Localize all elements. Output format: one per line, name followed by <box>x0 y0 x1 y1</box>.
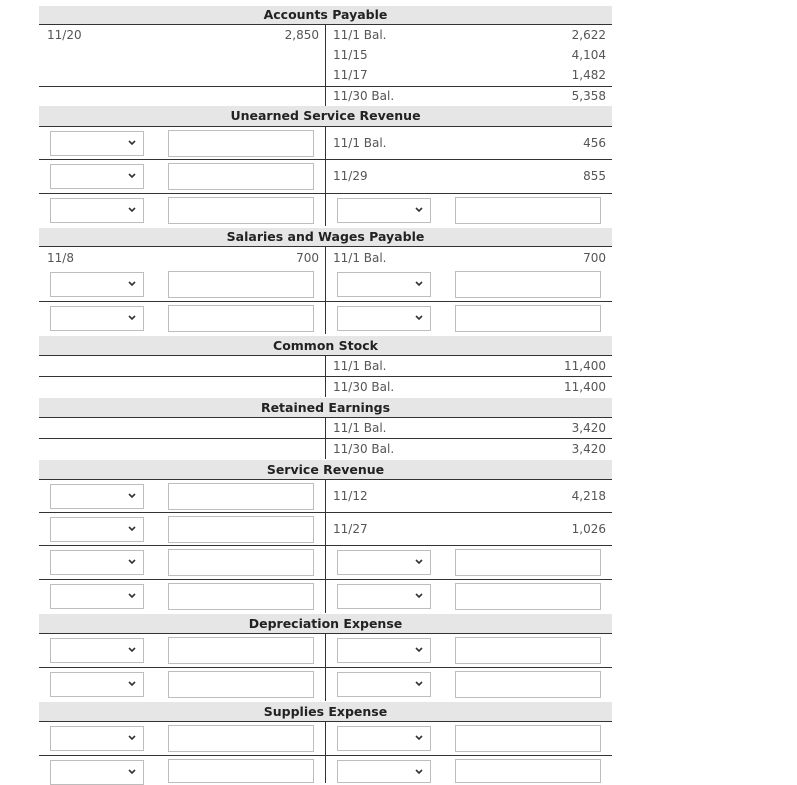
credit-amount: 700 <box>583 251 606 265</box>
balance-date: 11/30 Bal. <box>333 380 395 394</box>
chevron-down-icon <box>414 765 424 779</box>
divider <box>39 159 612 160</box>
debit-amount: 2,850 <box>284 28 319 42</box>
amount-input[interactable] <box>168 483 314 510</box>
account-dropdown[interactable] <box>50 306 144 331</box>
credit-date: 11/1 Bal. <box>333 359 387 373</box>
debit-amount: 700 <box>296 251 319 265</box>
credit-amount: 4,104 <box>571 48 606 62</box>
chevron-down-icon <box>127 731 137 745</box>
divider <box>39 301 612 302</box>
chevron-down-icon <box>127 555 137 569</box>
credit-date: 11/29 <box>333 169 368 183</box>
account-dropdown[interactable] <box>337 306 431 331</box>
account-dropdown[interactable] <box>50 198 144 223</box>
amount-input[interactable] <box>168 583 314 610</box>
account-dropdown[interactable] <box>337 550 431 575</box>
account-dropdown[interactable] <box>50 164 144 189</box>
amount-input[interactable] <box>168 305 314 332</box>
amount-input[interactable] <box>455 671 601 698</box>
amount-input[interactable] <box>168 549 314 576</box>
credit-date: 11/1 Bal. <box>333 421 387 435</box>
chevron-down-icon <box>127 136 137 150</box>
chevron-down-icon <box>127 589 137 603</box>
amount-input[interactable] <box>168 516 314 543</box>
amount-input[interactable] <box>168 130 314 157</box>
credit-amount: 11,400 <box>564 359 606 373</box>
account-dropdown[interactable] <box>50 584 144 609</box>
balance-amount: 3,420 <box>571 442 606 456</box>
amount-input[interactable] <box>455 549 601 576</box>
account-dropdown[interactable] <box>50 760 144 785</box>
amount-input[interactable] <box>455 725 601 752</box>
amount-input[interactable] <box>455 759 601 783</box>
account-dropdown[interactable] <box>337 272 431 297</box>
chevron-down-icon <box>414 643 424 657</box>
chevron-down-icon <box>127 277 137 291</box>
account-dropdown[interactable] <box>50 638 144 663</box>
divider <box>39 86 612 87</box>
balance-date: 11/30 Bal. <box>333 89 395 103</box>
credit-amount: 4,218 <box>571 489 606 503</box>
unearned-service-revenue-header: Unearned Service Revenue <box>39 106 612 126</box>
chevron-down-icon <box>414 277 424 291</box>
depreciation-expense-header: Depreciation Expense <box>39 614 612 633</box>
credit-amount: 3,420 <box>571 421 606 435</box>
chevron-down-icon <box>414 311 424 325</box>
chevron-down-icon <box>414 731 424 745</box>
account-dropdown[interactable] <box>337 198 431 223</box>
amount-input[interactable] <box>455 271 601 298</box>
salaries-wages-payable-header: Salaries and Wages Payable <box>39 228 612 246</box>
balance-amount: 11,400 <box>564 380 606 394</box>
credit-amount: 1,026 <box>571 522 606 536</box>
divider <box>39 193 612 194</box>
credit-date: 11/17 <box>333 68 368 82</box>
balance-amount: 5,358 <box>571 89 606 103</box>
accounts-payable-header: Accounts Payable <box>39 6 612 24</box>
account-dropdown[interactable] <box>50 550 144 575</box>
chevron-down-icon <box>127 311 137 325</box>
common-stock-header: Common Stock <box>39 336 612 355</box>
supplies-expense-header: Supplies Expense <box>39 702 612 721</box>
amount-input[interactable] <box>168 271 314 298</box>
credit-date: 11/27 <box>333 522 368 536</box>
credit-amount: 456 <box>583 136 606 150</box>
amount-input[interactable] <box>455 305 601 332</box>
chevron-down-icon <box>414 203 424 217</box>
account-dropdown[interactable] <box>50 484 144 509</box>
debit-date: 11/20 <box>47 28 82 42</box>
amount-input[interactable] <box>168 725 314 752</box>
credit-date: 11/12 <box>333 489 368 503</box>
account-dropdown[interactable] <box>337 726 431 751</box>
amount-input[interactable] <box>168 637 314 664</box>
t-account-center-line <box>325 126 326 226</box>
chevron-down-icon <box>127 643 137 657</box>
credit-amount: 855 <box>583 169 606 183</box>
divider <box>39 376 612 377</box>
t-account-center-line <box>325 721 326 783</box>
divider <box>39 438 612 439</box>
amount-input[interactable] <box>168 163 314 190</box>
chevron-down-icon <box>414 555 424 569</box>
credit-date: 11/1 Bal. <box>333 251 387 265</box>
account-dropdown[interactable] <box>337 638 431 663</box>
chevron-down-icon <box>414 677 424 691</box>
account-dropdown[interactable] <box>50 272 144 297</box>
account-dropdown[interactable] <box>50 131 144 156</box>
account-dropdown[interactable] <box>337 584 431 609</box>
account-dropdown[interactable] <box>50 517 144 542</box>
account-dropdown[interactable] <box>50 672 144 697</box>
amount-input[interactable] <box>168 759 314 783</box>
divider <box>39 545 612 546</box>
chevron-down-icon <box>127 203 137 217</box>
divider <box>39 755 612 756</box>
account-dropdown[interactable] <box>337 760 431 783</box>
debit-date: 11/8 <box>47 251 74 265</box>
amount-input[interactable] <box>168 671 314 698</box>
account-dropdown[interactable] <box>50 726 144 751</box>
chevron-down-icon <box>127 489 137 503</box>
credit-date: 11/15 <box>333 48 368 62</box>
credit-amount: 2,622 <box>571 28 606 42</box>
balance-date: 11/30 Bal. <box>333 442 395 456</box>
account-dropdown[interactable] <box>337 672 431 697</box>
service-revenue-header: Service Revenue <box>39 460 612 479</box>
credit-date: 11/1 Bal. <box>333 28 387 42</box>
divider <box>39 667 612 668</box>
amount-input[interactable] <box>168 197 314 224</box>
divider <box>39 579 612 580</box>
t-account-center-line <box>325 24 326 106</box>
retained-earnings-header: Retained Earnings <box>39 398 612 417</box>
t-account-center-line <box>325 246 326 334</box>
t-account-center-line <box>325 479 326 613</box>
chevron-down-icon <box>414 589 424 603</box>
chevron-down-icon <box>127 677 137 691</box>
divider <box>39 512 612 513</box>
chevron-down-icon <box>127 169 137 183</box>
amount-input[interactable] <box>455 637 601 664</box>
amount-input[interactable] <box>455 197 601 224</box>
chevron-down-icon <box>127 765 137 779</box>
amount-input[interactable] <box>455 583 601 610</box>
credit-amount: 1,482 <box>571 68 606 82</box>
credit-date: 11/1 Bal. <box>333 136 387 150</box>
chevron-down-icon <box>127 522 137 536</box>
